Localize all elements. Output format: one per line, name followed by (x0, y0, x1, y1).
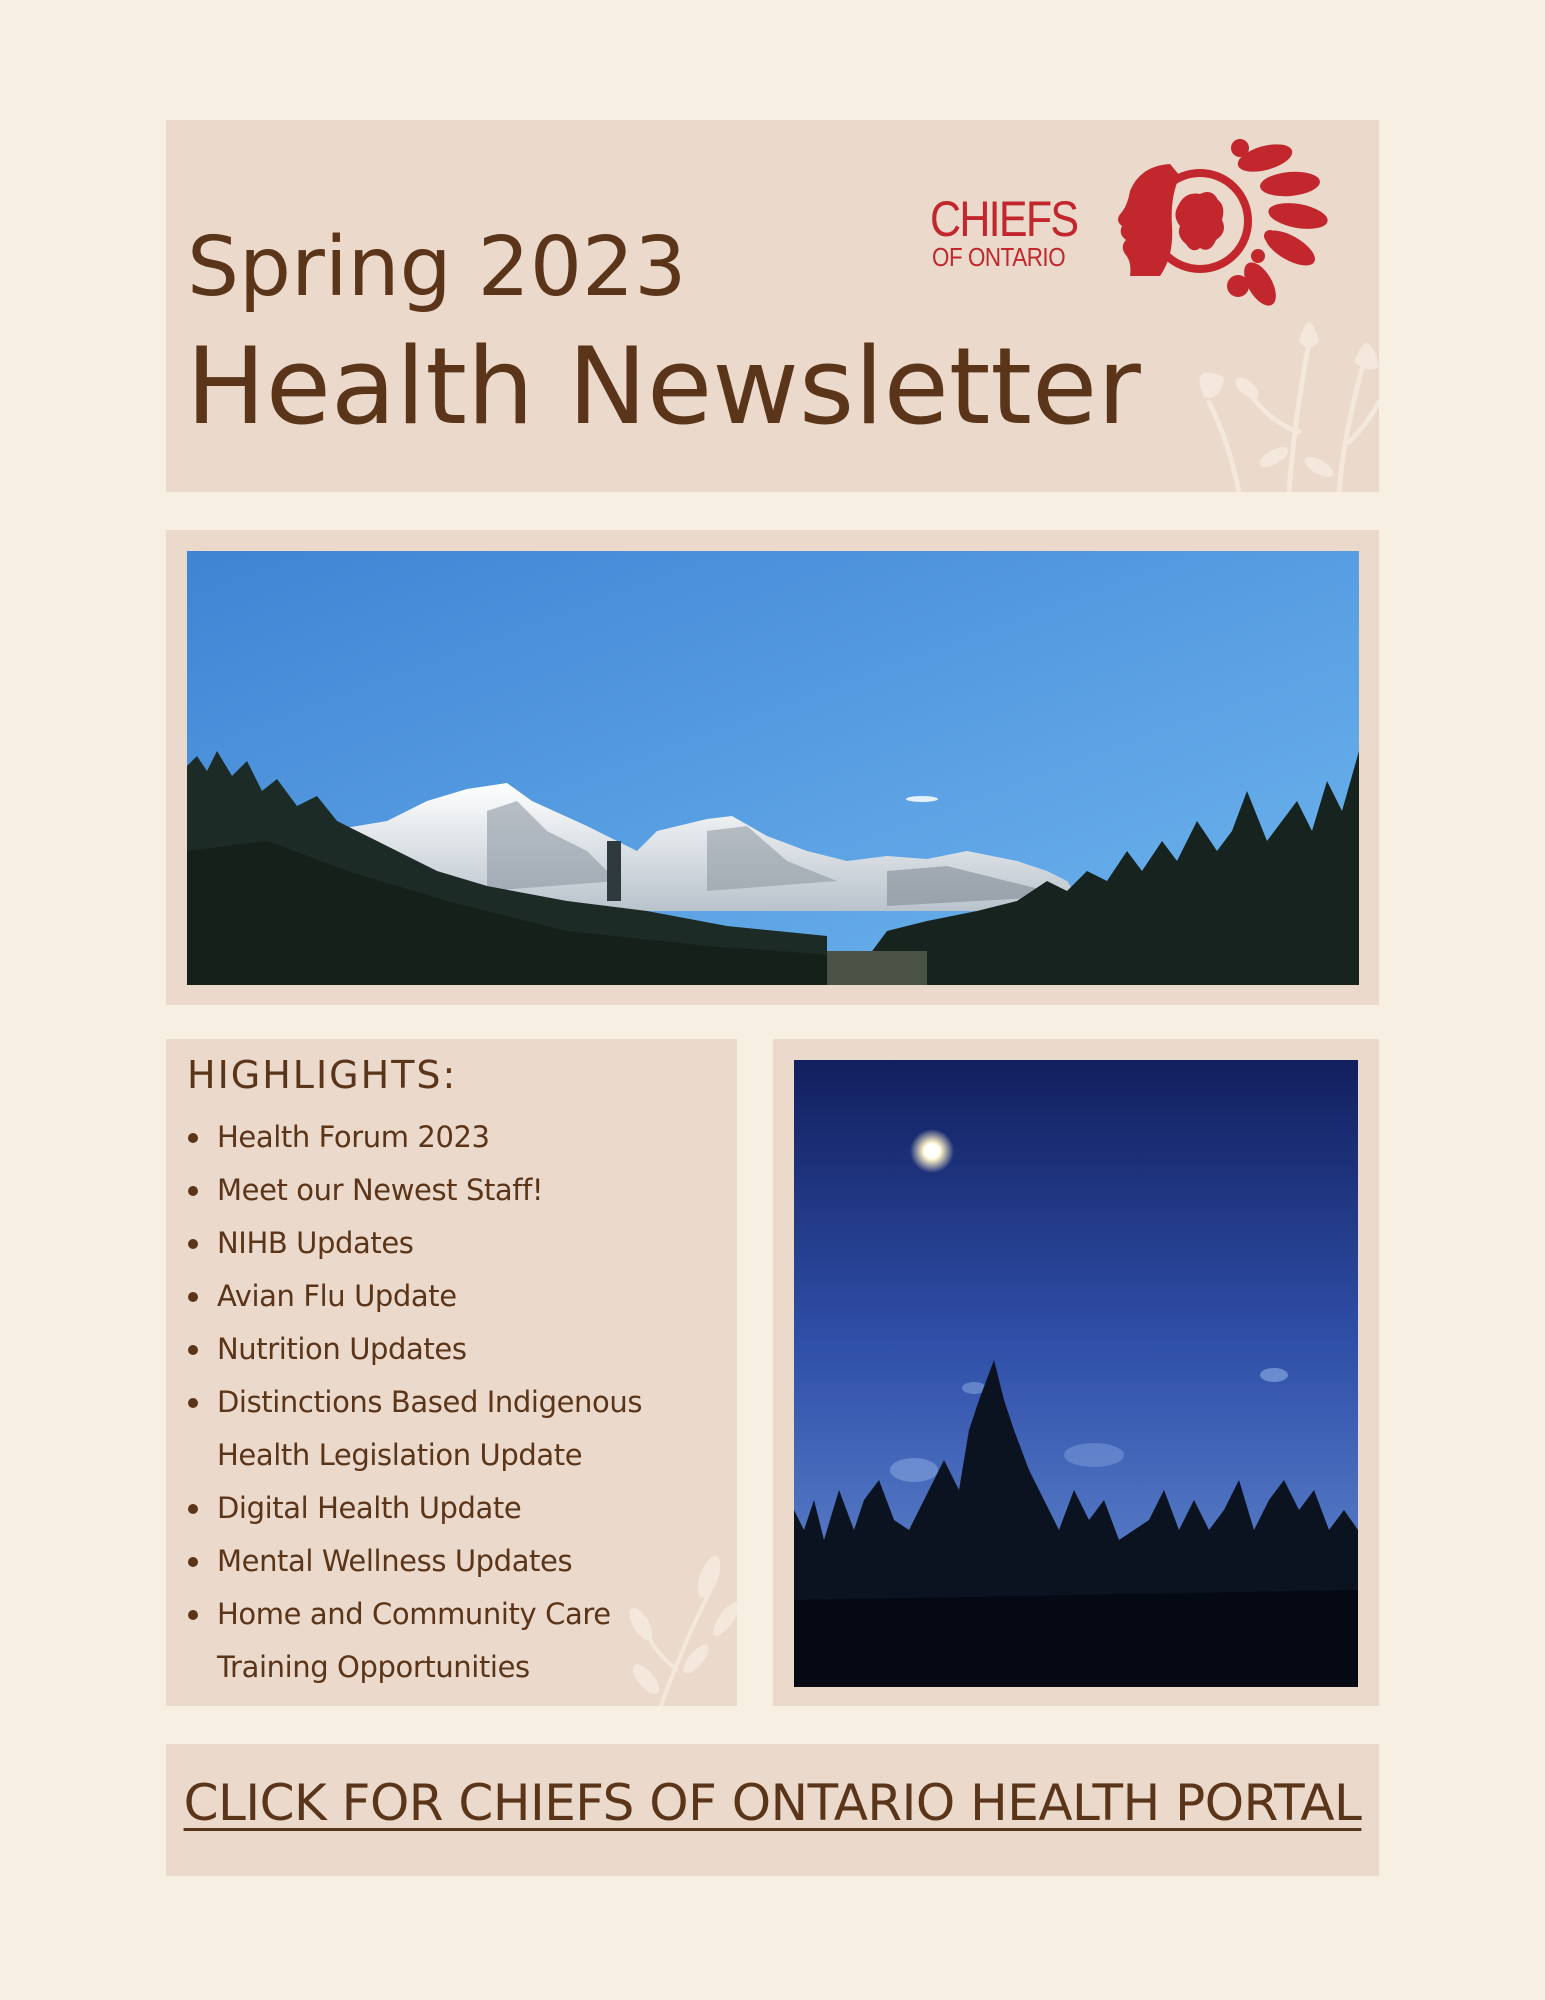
night-sky-image (794, 1060, 1358, 1687)
newsletter-season: Spring 2023 (187, 220, 687, 315)
night-photo-frame (773, 1039, 1379, 1706)
highlight-item: Mental Wellness Updates (187, 1535, 717, 1588)
leaf-sprig-decoration-icon (621, 1549, 737, 1706)
flower-sprig-decoration-icon (1179, 282, 1379, 492)
health-portal-link[interactable]: CLICK FOR CHIEFS OF ONTARIO HEALTH PORTAL (183, 1774, 1362, 1832)
highlight-item: Home and Community Care Training Opportunities (187, 1588, 717, 1694)
highlight-item: Health Forum 2023 (187, 1111, 717, 1164)
mountain-landscape-image (187, 551, 1359, 985)
logo-text-chiefs: CHIEFS (930, 191, 1078, 247)
newsletter-header (166, 120, 1379, 492)
newsletter-title: Health Newsletter (186, 325, 1141, 448)
highlight-item: Distinctions Based Indigenous Health Legislation Update (187, 1376, 717, 1482)
highlight-item: Meet our Newest Staff! (187, 1164, 717, 1217)
highlight-item: Avian Flu Update (187, 1270, 717, 1323)
highlight-item: Nutrition Updates (187, 1323, 717, 1376)
highlights-heading: HIGHLIGHTS: (187, 1053, 458, 1097)
logo-text-of-ontario: OF ONTARIO (932, 242, 1066, 272)
highlights-panel (166, 1039, 737, 1706)
highlight-item: NIHB Updates (187, 1217, 717, 1270)
highlight-item: Digital Health Update (187, 1482, 717, 1535)
portal-link-panel (166, 1744, 1379, 1876)
mountain-photo-frame (166, 530, 1379, 1005)
